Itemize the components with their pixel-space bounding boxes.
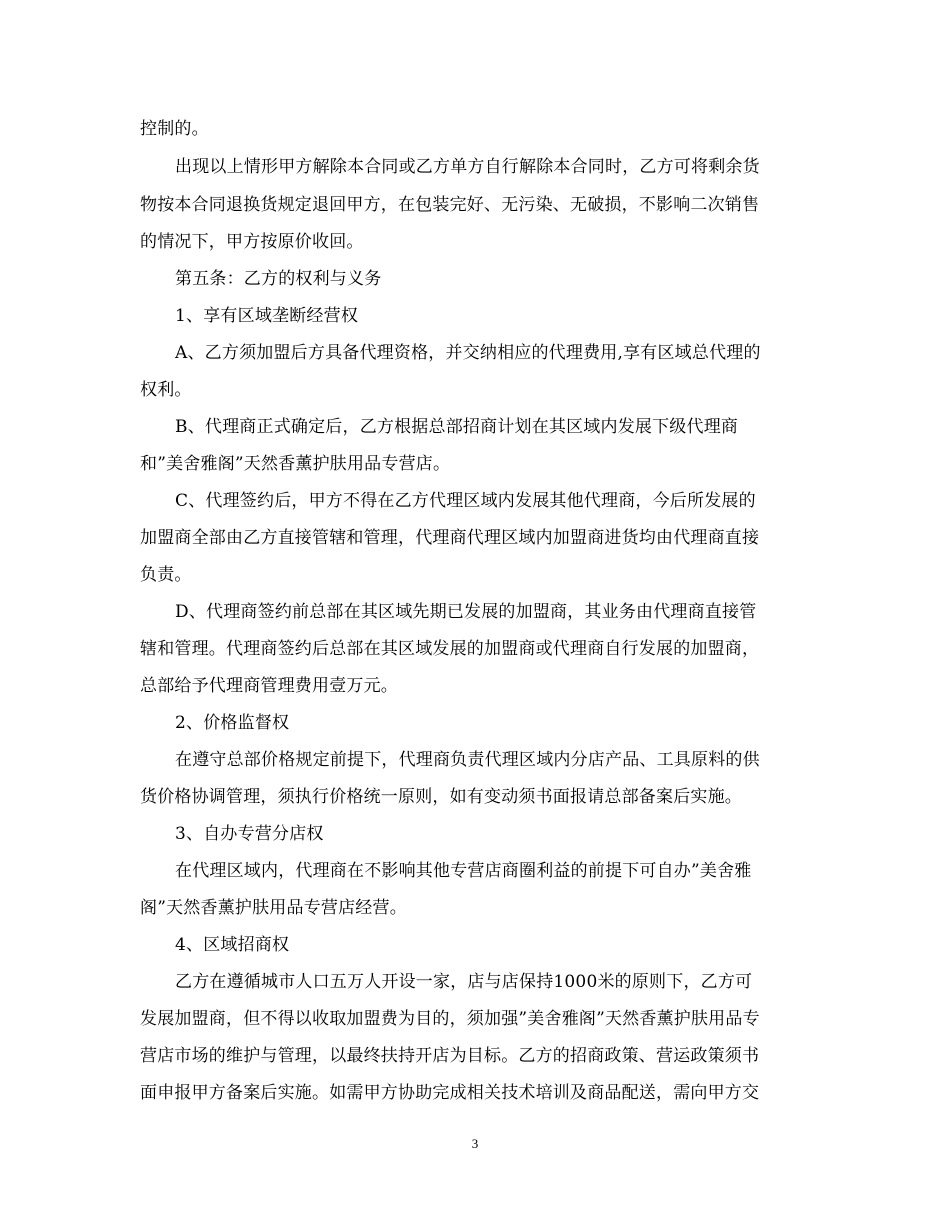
subsection-heading: 3、自办专营分店权 <box>175 824 324 844</box>
text-line: 总部给予代理商管理费用壹万元。 <box>140 676 398 696</box>
section-heading: 第五条：乙方的权利与义务 <box>175 269 382 289</box>
subsection-heading: 4、区域招商权 <box>175 935 290 955</box>
text-line: 物按本合同退换货规定退回甲方，在包装完好、无污染、无破损，不影响二次销售 <box>140 195 760 215</box>
text-line: 加盟商全部由乙方直接管辖和管理，代理商代理区域内加盟商进货均由代理商直接 <box>140 528 760 548</box>
text-line: A、乙方须加盟后方具备代理资格，并交纳相应的代理费用,享有区域总代理的 <box>175 343 761 363</box>
subsection-heading: 2、价格监督权 <box>175 713 290 733</box>
text-line: 和”美舍雅阁”天然香薰护肤用品专营店。 <box>140 454 451 474</box>
text-line: 辖和管理。代理商签约后总部在其区域发展的加盟商或代理商自行发展的加盟商， <box>140 639 760 659</box>
text-line: 权利。 <box>140 380 192 400</box>
text-line: 在遵守总部价格规定前提下，代理商负责代理区域内分店产品、工具原料的供 <box>175 750 760 770</box>
text-line: B、代理商正式确定后，乙方根据总部招商计划在其区域内发展下级代理商 <box>175 417 739 437</box>
subsection-heading: 1、享有区域垄断经营权 <box>175 306 359 326</box>
text-line: 乙方在遵循城市人口五万人开设一家，店与店保持1000米的原则下，乙方可 <box>175 972 753 992</box>
text-line: 营店市场的维护与管理，以最终扶持开店为目标。乙方的招商政策、营运政策须书 <box>140 1046 760 1066</box>
text-line: 负责。 <box>140 565 192 585</box>
text-line: 的情况下，甲方按原价收回。 <box>140 232 364 252</box>
text-line: C、代理签约后，甲方不得在乙方代理区域内发展其他代理商，今后所发展的 <box>175 491 756 511</box>
text-line: 在代理区域内，代理商在不影响其他专营店商圈利益的前提下可自办”美舍雅 <box>175 861 752 881</box>
text-line: 面申报甲方备案后实施。如需甲方协助完成相关技术培训及商品配送，需向甲方交 <box>140 1083 760 1103</box>
text-line: D、代理商签约前总部在其区域先期已发展的加盟商，其业务由代理商直接管 <box>175 602 757 622</box>
page-number: 3 <box>471 1136 479 1151</box>
text-line: 控制的。 <box>140 119 209 139</box>
text-line: 发展加盟商，但不得以收取加盟费为目的，须加强”美舍雅阁”天然香薰护肤用品专 <box>140 1009 760 1029</box>
text-line: 阁”天然香薰护肤用品专营店经营。 <box>140 898 407 918</box>
text-line: 出现以上情形甲方解除本合同或乙方单方自行解除本合同时，乙方可将剩余货 <box>175 157 760 177</box>
text-line: 货价格协调管理，须执行价格统一原则，如有变动须书面报请总部备案后实施。 <box>140 787 742 807</box>
